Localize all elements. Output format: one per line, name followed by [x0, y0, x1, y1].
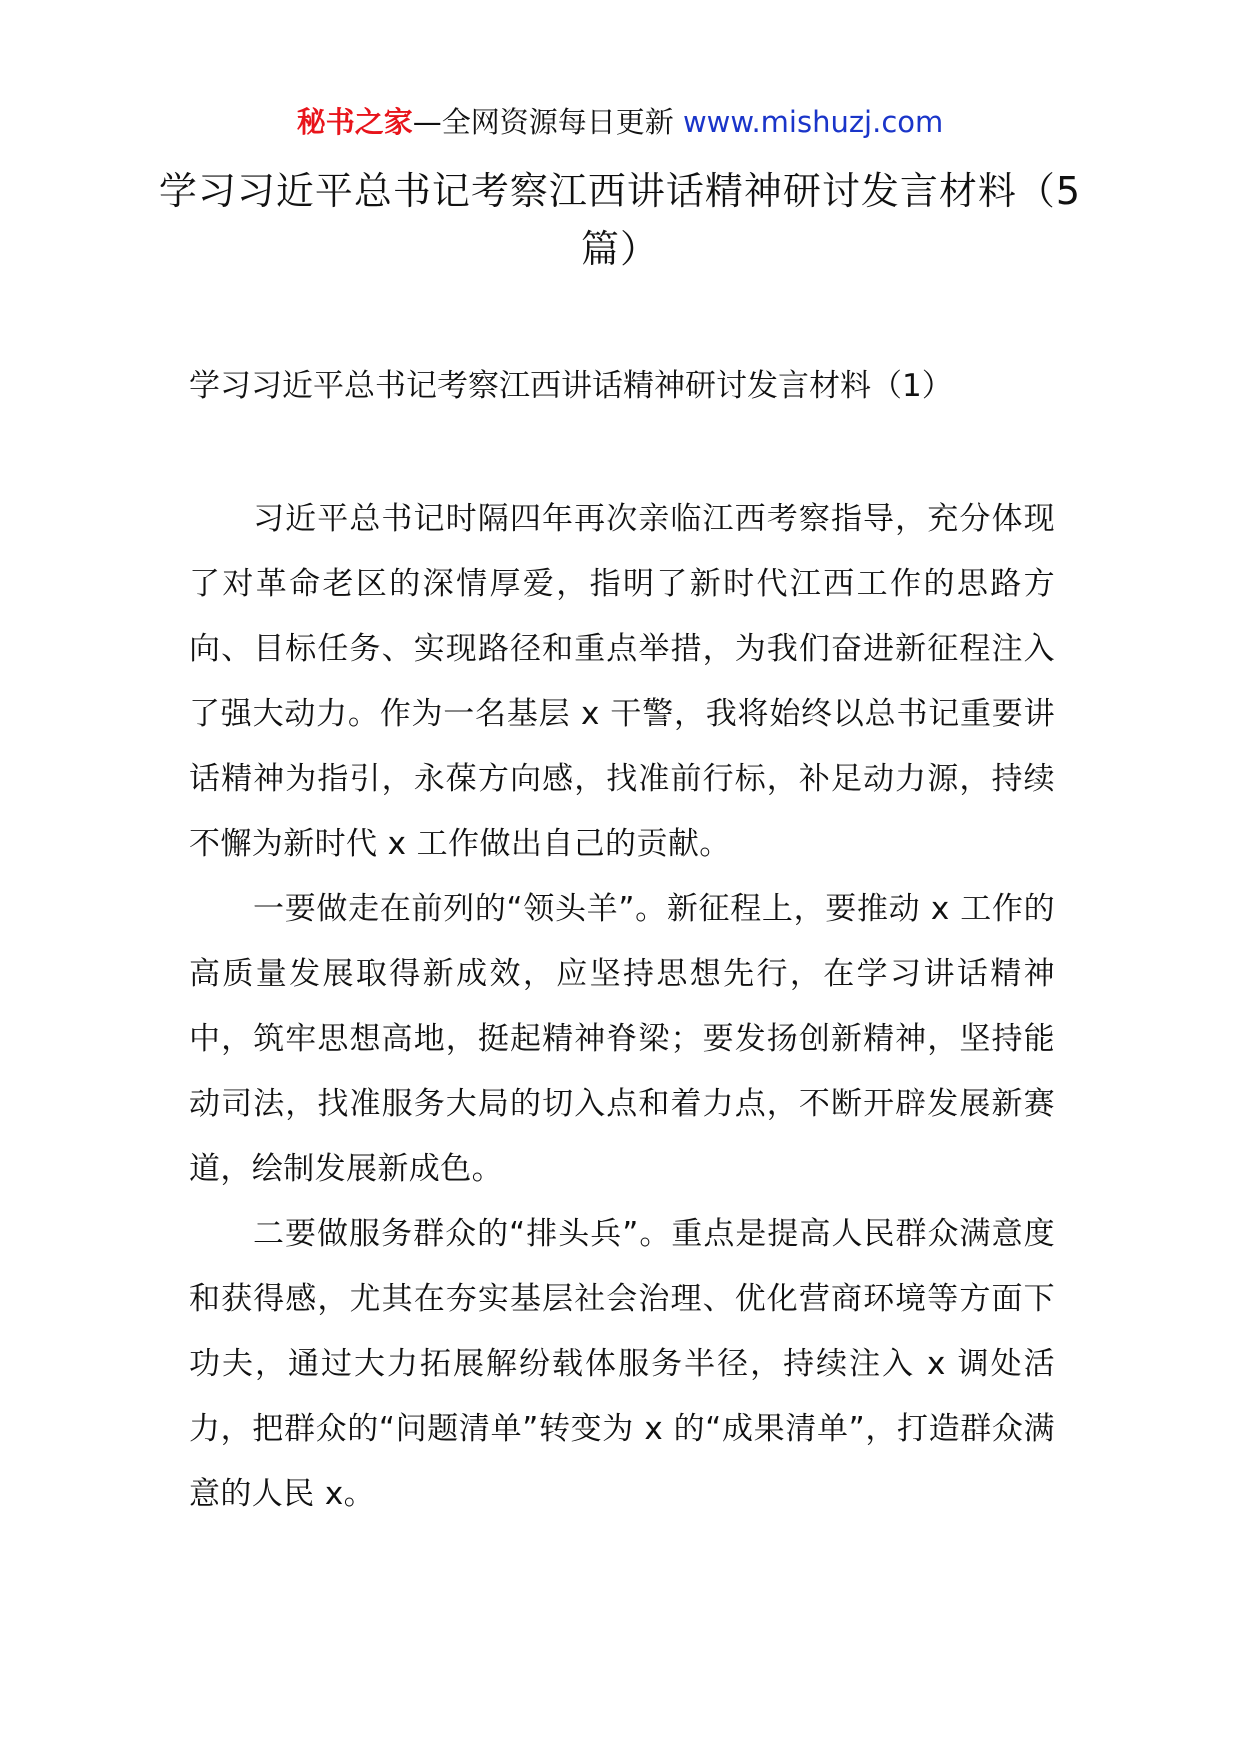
section-title: 学习习近平总书记考察江西讲话精神研讨发言材料（1） — [189, 368, 953, 404]
paragraph-point-two: 二要做服务群众的“排头兵”。重点是提高人民群众满意度和获得感，尤其在夯实基层社会治理、优化营商环境等方面下功夫，通过大力拓展解纷载体服务半径，持续注入 x 调处活力，把群众的“问题清单”转变为 x 的“成果清单”，打造群众满意的人民 x。 — [189, 1216, 1055, 1512]
site-url-link[interactable]: www.mishuzj.com — [682, 105, 944, 139]
document-body — [189, 487, 1055, 1527]
paragraph-point-one: 一要做走在前列的“领头羊”。新征程上，要推动 x 工作的高质量发展取得新成效，应坚持思想先行，在学习讲话精神中，筑牢思想高地，挺起精神脊梁；要发扬创新精神，坚持能动司法，找准服务大局的切入点和着力点，不断开辟发展新赛道，绘制发展新成色。 — [189, 891, 1055, 1187]
paragraph-intro: 习近平总书记时隔四年再次亲临江西考察指导，充分体现了对革命老区的深情厚爱，指明了新时代江西工作的思路方向、目标任务、实现路径和重点举措，为我们奋进新征程注入了强大动力。作为一名基层 x 干警，我将始终以总书记重要讲话精神为指引，永葆方向感，找准前行标，补足动力源，持续不懈为新时代 x 工作做出自己的贡献。 — [189, 501, 1055, 862]
site-header — [0, 102, 1240, 142]
document-title: 学习习近平总书记考察江西讲话精神研讨发言材料（5篇） — [158, 169, 1082, 271]
brand-name: 秘书之家 — [296, 105, 413, 139]
header-tagline: —全网资源每日更新 — [412, 105, 674, 139]
